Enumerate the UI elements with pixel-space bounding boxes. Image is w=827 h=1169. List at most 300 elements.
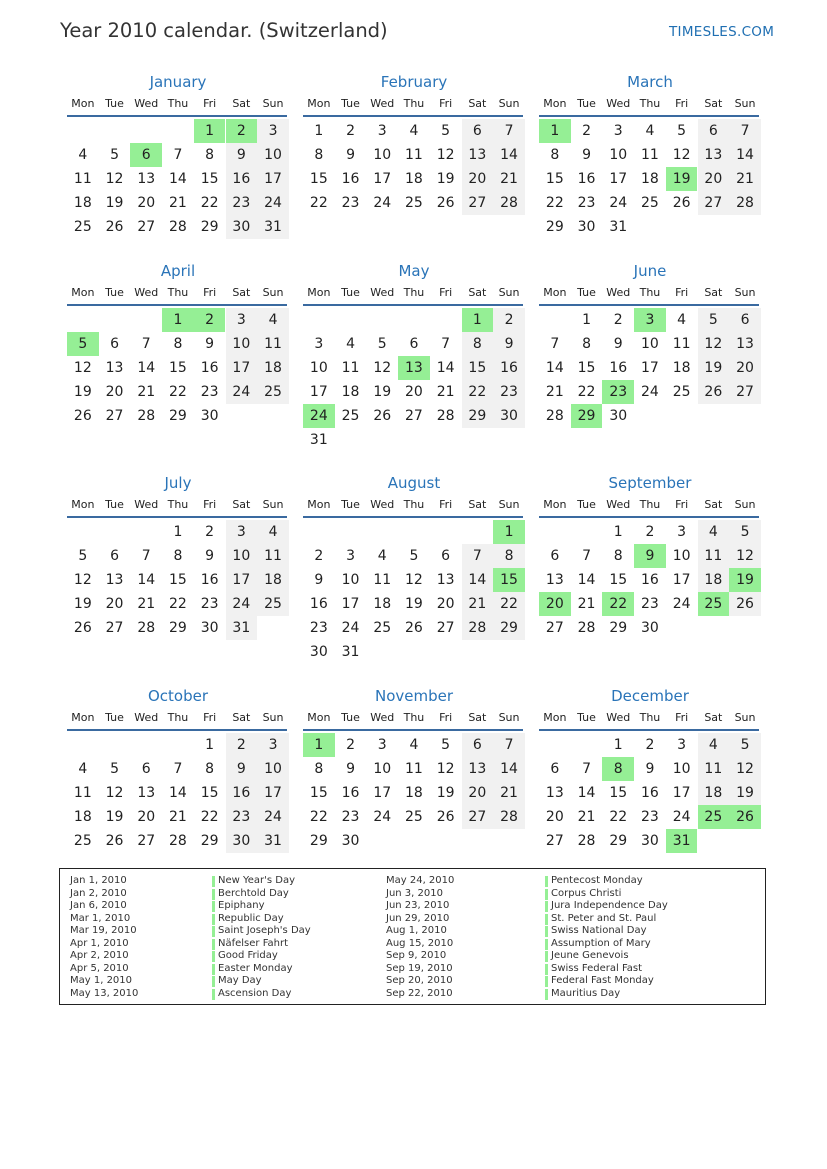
weekday-label: Sat: [232, 498, 251, 511]
day-cell: 12: [405, 572, 423, 588]
legend-date: May 24, 2010: [386, 875, 455, 886]
weekday-label: Sat: [704, 286, 723, 299]
holiday-day-cell: 1: [162, 308, 194, 332]
day-cell: 21: [493, 781, 525, 805]
day-cell: 28: [137, 408, 156, 424]
day-cell: 29: [169, 408, 187, 424]
legend-dates-column-1: [70, 875, 138, 1000]
day-cell: 17: [257, 781, 289, 805]
holiday-day-cell: 24: [303, 404, 335, 428]
day-cell: 27: [729, 380, 761, 404]
legend-date: Apr 5, 2010: [70, 962, 129, 974]
weekday-label: Mon: [543, 286, 567, 299]
holiday-day-cell: 31: [666, 829, 698, 853]
day-cell: 10: [641, 336, 659, 352]
day-cell: 17: [309, 384, 328, 400]
day-cell: 12: [698, 332, 730, 356]
day-cell: 21: [493, 167, 525, 191]
weekday-label: Sun: [498, 498, 520, 511]
weekday-label: Tue: [341, 97, 360, 110]
weekday-label: Tue: [105, 498, 124, 511]
day-cell: 23: [341, 195, 360, 211]
day-cell: 9: [582, 147, 591, 163]
day-cell: 4: [698, 520, 730, 544]
weekday-label: Fri: [439, 286, 453, 299]
month-header-rule: [539, 516, 759, 518]
day-cell: 21: [462, 592, 494, 616]
legend-date: Apr 1, 2010: [70, 937, 129, 949]
weekday-label: Sat: [468, 711, 487, 724]
day-cell: 16: [493, 356, 525, 380]
day-cell: 6: [141, 761, 151, 777]
day-cell: 5: [441, 123, 451, 139]
weekday-label: Fri: [439, 711, 453, 724]
day-cell: 26: [698, 380, 730, 404]
weekday-label: Mon: [307, 97, 331, 110]
day-cell: 10: [373, 147, 392, 163]
day-cell: 29: [545, 219, 564, 235]
day-cell: 7: [582, 548, 591, 564]
day-cell: 27: [105, 408, 124, 424]
month-name: December: [611, 687, 689, 705]
day-cell: 6: [462, 733, 494, 757]
day-cell: 19: [729, 781, 761, 805]
legend-holiday-name: Federal Fast Monday: [545, 975, 668, 988]
day-cell: 6: [441, 548, 451, 564]
weekday-label: Sun: [734, 286, 756, 299]
day-cell: 4: [677, 312, 687, 328]
day-cell: 10: [373, 761, 392, 777]
day-cell: 8: [314, 761, 324, 777]
day-cell: 11: [641, 147, 659, 163]
holiday-day-cell: 19: [666, 167, 698, 191]
day-cell: 5: [698, 308, 730, 332]
site-logo-link[interactable]: TIMESLES.COM: [669, 24, 775, 40]
day-cell: 10: [226, 332, 258, 356]
month-january: [67, 73, 289, 293]
day-cell: 12: [373, 360, 392, 376]
legend-date: Mar 19, 2010: [70, 925, 137, 936]
weekday-label: Wed: [134, 97, 159, 110]
day-cell: 20: [137, 809, 156, 825]
day-cell: 5: [110, 761, 119, 777]
legend-date: May 13, 2010: [70, 987, 139, 999]
legend-holiday-name: Saint Joseph's Day: [212, 925, 311, 938]
day-cell: 23: [577, 195, 596, 211]
day-cell: 1: [582, 312, 591, 328]
day-cell: 29: [609, 620, 628, 636]
day-cell: 6: [110, 548, 119, 564]
day-cell: 15: [309, 171, 328, 187]
weekday-label: Wed: [370, 711, 395, 724]
weekday-label: Tue: [105, 286, 124, 299]
day-cell: 7: [441, 336, 451, 352]
weekday-label: Mon: [307, 498, 331, 511]
day-cell: 5: [729, 520, 761, 544]
day-cell: 15: [609, 572, 628, 588]
day-cell: 7: [493, 733, 525, 757]
day-cell: 16: [309, 596, 328, 612]
day-cell: 13: [545, 785, 564, 801]
month-name: August: [387, 474, 441, 492]
day-cell: 30: [341, 833, 360, 849]
weekday-label: Thu: [167, 498, 189, 511]
legend-holiday-name: Mauritius Day: [545, 988, 668, 1001]
day-cell: 7: [493, 119, 525, 143]
weekday-label: Tue: [341, 286, 360, 299]
day-cell: 1: [613, 524, 623, 540]
day-cell: 5: [441, 737, 451, 753]
day-cell: 4: [257, 308, 289, 332]
day-cell: 26: [373, 408, 392, 424]
day-cell: 28: [169, 219, 187, 235]
day-cell: 10: [672, 761, 691, 777]
day-cell: 13: [698, 143, 730, 167]
month-july: [67, 474, 289, 694]
day-cell: 19: [73, 596, 92, 612]
day-cell: 16: [641, 785, 659, 801]
day-cell: 16: [641, 572, 659, 588]
day-cell: 22: [169, 384, 187, 400]
day-cell: 21: [137, 596, 156, 612]
holiday-day-cell: 25: [698, 592, 730, 616]
weekday-label: Wed: [134, 711, 159, 724]
day-cell: 6: [729, 308, 761, 332]
holiday-day-cell: 1: [462, 308, 494, 332]
day-cell: 15: [309, 785, 328, 801]
month-header-rule: [67, 304, 287, 306]
day-cell: 31: [226, 616, 258, 640]
holiday-day-cell: 15: [493, 568, 525, 592]
weekday-label: Thu: [403, 711, 425, 724]
day-cell: 18: [257, 568, 289, 592]
day-cell: 2: [346, 123, 355, 139]
day-cell: 4: [78, 761, 88, 777]
day-cell: 27: [462, 191, 494, 215]
month-header-rule: [539, 729, 759, 731]
legend-date: Aug 15, 2010: [386, 937, 454, 949]
day-cell: 20: [729, 356, 761, 380]
weekday-label: Sat: [232, 711, 251, 724]
day-cell: 1: [173, 524, 183, 540]
day-cell: 6: [409, 336, 419, 352]
day-cell: 23: [641, 596, 659, 612]
day-cell: 28: [493, 805, 525, 829]
day-cell: 6: [462, 119, 494, 143]
day-cell: 4: [78, 147, 88, 163]
day-cell: 27: [405, 408, 423, 424]
day-cell: 24: [257, 805, 289, 829]
day-cell: 2: [645, 524, 655, 540]
day-cell: 3: [613, 123, 623, 139]
weekday-label: Sat: [704, 711, 723, 724]
day-cell: 20: [698, 167, 730, 191]
day-cell: 27: [545, 833, 564, 849]
month-name: April: [160, 262, 196, 280]
month-name: September: [608, 474, 692, 492]
day-cell: 25: [257, 592, 289, 616]
month-header-rule: [67, 516, 287, 518]
day-cell: 13: [105, 572, 124, 588]
day-cell: 7: [173, 147, 183, 163]
weekday-label: Tue: [577, 97, 596, 110]
day-cell: 13: [462, 143, 494, 167]
day-cell: 28: [729, 191, 761, 215]
day-cell: 12: [729, 757, 761, 781]
day-cell: 29: [309, 833, 328, 849]
weekday-label: Mon: [543, 711, 567, 724]
day-cell: 20: [405, 384, 423, 400]
day-cell: 25: [641, 195, 659, 211]
day-cell: 14: [436, 360, 455, 376]
day-cell: 17: [257, 167, 289, 191]
day-cell: 18: [73, 809, 92, 825]
day-cell: 14: [137, 572, 156, 588]
day-cell: 27: [545, 620, 564, 636]
day-cell: 28: [545, 408, 564, 424]
month-april: [67, 262, 289, 482]
day-cell: 17: [672, 785, 691, 801]
weekday-label: Mon: [543, 97, 567, 110]
day-cell: 20: [462, 167, 494, 191]
day-cell: 3: [257, 119, 289, 143]
day-cell: 14: [462, 568, 494, 592]
legend-date: Sep 22, 2010: [386, 987, 453, 999]
day-cell: 30: [493, 404, 525, 428]
day-cell: 28: [493, 191, 525, 215]
weekday-label: Tue: [341, 498, 360, 511]
day-cell: 10: [257, 757, 289, 781]
day-cell: 2: [613, 312, 623, 328]
day-cell: 6: [550, 761, 560, 777]
day-cell: 22: [609, 809, 628, 825]
legend-dates-column-2: [386, 875, 454, 1000]
day-cell: 1: [314, 123, 324, 139]
day-cell: 17: [609, 171, 628, 187]
day-cell: 17: [226, 568, 258, 592]
legend-names-column-2: [545, 875, 668, 1000]
weekday-label: Thu: [167, 97, 189, 110]
day-cell: 3: [346, 548, 355, 564]
day-cell: 22: [309, 195, 328, 211]
day-cell: 15: [169, 572, 187, 588]
legend-date: Jun 3, 2010: [386, 887, 443, 899]
day-cell: 11: [405, 147, 423, 163]
day-cell: 11: [341, 360, 360, 376]
day-cell: 2: [582, 123, 591, 139]
day-cell: 11: [73, 171, 92, 187]
legend-date: Sep 9, 2010: [386, 950, 447, 961]
month-header-rule: [539, 115, 759, 117]
day-cell: 23: [200, 384, 219, 400]
weekday-label: Wed: [134, 286, 159, 299]
legend-holiday-name: Jura Independence Day: [545, 900, 668, 913]
day-cell: 16: [341, 171, 360, 187]
weekday-label: Fri: [203, 711, 217, 724]
holiday-day-cell: 2: [226, 119, 258, 143]
day-cell: 30: [200, 620, 219, 636]
holiday-legend: [59, 868, 766, 1005]
day-cell: 7: [173, 761, 183, 777]
day-cell: 30: [200, 408, 219, 424]
weekday-label: Mon: [71, 711, 95, 724]
day-cell: 9: [346, 147, 355, 163]
day-cell: 6: [550, 548, 560, 564]
legend-holiday-name: Easter Monday: [212, 963, 311, 976]
legend-holiday-name: New Year's Day: [212, 875, 311, 888]
weekday-label: Mon: [307, 286, 331, 299]
day-cell: 18: [73, 195, 92, 211]
holiday-day-cell: 1: [493, 520, 525, 544]
weekday-label: Fri: [675, 97, 689, 110]
day-cell: 4: [346, 336, 355, 352]
weekday-label: Thu: [639, 711, 661, 724]
month-name: November: [374, 687, 454, 705]
holiday-day-cell: 26: [729, 805, 761, 829]
day-cell: 2: [205, 524, 215, 540]
day-cell: 13: [137, 171, 156, 187]
weekday-label: Thu: [403, 498, 425, 511]
day-cell: 13: [436, 572, 455, 588]
day-cell: 19: [373, 384, 392, 400]
day-cell: 26: [405, 620, 423, 636]
day-cell: 4: [698, 733, 730, 757]
day-cell: 12: [436, 761, 455, 777]
day-cell: 31: [609, 219, 628, 235]
weekday-label: Mon: [71, 286, 95, 299]
day-cell: 19: [405, 596, 423, 612]
day-cell: 24: [226, 592, 258, 616]
month-june: [539, 262, 761, 482]
weekday-label: Thu: [639, 286, 661, 299]
day-cell: 26: [105, 833, 124, 849]
day-cell: 22: [169, 596, 187, 612]
legend-date: May 1, 2010: [70, 975, 133, 986]
legend-holiday-name: Epiphany: [212, 900, 311, 913]
day-cell: 24: [226, 380, 258, 404]
legend-date: Jun 23, 2010: [386, 900, 450, 911]
day-cell: 17: [373, 785, 392, 801]
legend-names-column-1: [212, 875, 311, 1000]
legend-holiday-name: Swiss Federal Fast: [545, 963, 668, 976]
month-name: February: [380, 73, 448, 91]
weekday-label: Sat: [468, 286, 487, 299]
weekday-label: Thu: [639, 97, 661, 110]
day-cell: 3: [314, 336, 324, 352]
day-cell: 2: [493, 308, 525, 332]
day-cell: 14: [577, 785, 596, 801]
day-cell: 14: [577, 572, 596, 588]
day-cell: 30: [226, 215, 258, 239]
day-cell: 5: [110, 147, 119, 163]
day-cell: 8: [205, 761, 215, 777]
month-name: October: [147, 687, 209, 705]
legend-holiday-name: Ascension Day: [212, 988, 311, 1001]
month-may: [303, 262, 525, 482]
legend-holiday-name: Assumption of Mary: [545, 938, 668, 951]
day-cell: 10: [226, 544, 258, 568]
day-cell: 26: [672, 195, 691, 211]
weekday-label: Tue: [105, 711, 124, 724]
holiday-day-cell: 5: [67, 332, 99, 356]
day-cell: 15: [200, 785, 219, 801]
day-cell: 11: [257, 332, 289, 356]
day-cell: 2: [226, 733, 258, 757]
holiday-day-cell: 2: [194, 308, 226, 332]
day-cell: 24: [609, 195, 628, 211]
weekday-label: Sun: [498, 711, 520, 724]
weekday-label: Wed: [370, 498, 395, 511]
day-cell: 20: [137, 195, 156, 211]
day-cell: 4: [409, 737, 419, 753]
day-cell: 9: [205, 548, 215, 564]
day-cell: 16: [200, 572, 219, 588]
day-cell: 9: [613, 336, 623, 352]
day-cell: 29: [169, 620, 187, 636]
page-title: Year 2010 calendar. (Switzerland): [60, 19, 388, 42]
day-cell: 4: [257, 520, 289, 544]
holiday-day-cell: 22: [602, 592, 634, 616]
legend-holiday-name: Republic Day: [212, 913, 311, 926]
weekday-label: Sun: [262, 97, 284, 110]
day-cell: 18: [698, 781, 730, 805]
day-cell: 9: [493, 332, 525, 356]
day-cell: 24: [641, 384, 659, 400]
day-cell: 11: [73, 785, 92, 801]
day-cell: 12: [729, 544, 761, 568]
legend-holiday-name: Corpus Christi: [545, 888, 668, 901]
day-cell: 11: [257, 544, 289, 568]
weekday-label: Fri: [203, 286, 217, 299]
day-cell: 14: [729, 143, 761, 167]
weekday-label: Sun: [734, 97, 756, 110]
month-name: January: [149, 73, 207, 91]
weekday-label: Wed: [606, 498, 631, 511]
weekday-label: Sun: [262, 711, 284, 724]
month-header-rule: [303, 115, 523, 117]
day-cell: 23: [200, 596, 219, 612]
day-cell: 8: [613, 548, 623, 564]
month-header-rule: [67, 729, 287, 731]
holiday-day-cell: 13: [398, 356, 430, 380]
day-cell: 25: [73, 219, 92, 235]
day-cell: 15: [609, 785, 628, 801]
day-cell: 15: [462, 356, 494, 380]
weekday-label: Sun: [262, 286, 284, 299]
day-cell: 3: [226, 520, 258, 544]
day-cell: 19: [73, 384, 92, 400]
day-cell: 3: [677, 737, 687, 753]
day-cell: 13: [729, 332, 761, 356]
day-cell: 7: [141, 548, 151, 564]
day-cell: 18: [257, 356, 289, 380]
day-cell: 29: [609, 833, 628, 849]
day-cell: 7: [141, 336, 151, 352]
day-cell: 10: [609, 147, 628, 163]
day-cell: 16: [226, 167, 258, 191]
day-cell: 23: [493, 380, 525, 404]
month-name: June: [633, 262, 667, 280]
day-cell: 29: [200, 219, 219, 235]
weekday-label: Mon: [71, 498, 95, 511]
day-cell: 21: [729, 167, 761, 191]
day-cell: 23: [641, 809, 659, 825]
holiday-day-cell: 1: [539, 119, 571, 143]
weekday-label: Wed: [370, 286, 395, 299]
day-cell: 15: [169, 360, 187, 376]
day-cell: 17: [672, 572, 691, 588]
legend-date: Sep 19, 2010: [386, 962, 453, 974]
